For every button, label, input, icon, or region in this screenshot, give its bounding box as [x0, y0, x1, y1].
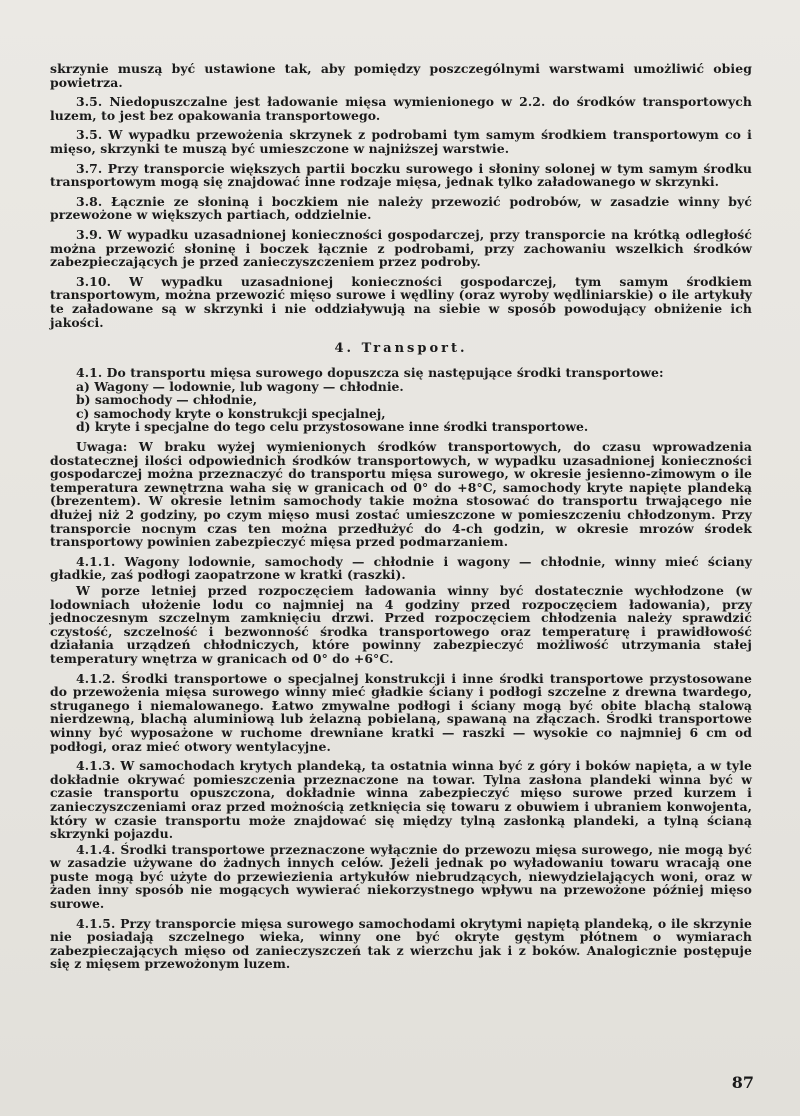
- section-heading: 4. Transport.: [334, 341, 468, 357]
- list-item: d) kryte i specjalne do tego celu przystosowane inne środki transportowe.: [76, 419, 589, 435]
- list-item: b) samochody — chłodnie,: [76, 392, 258, 408]
- paragraph-4-1-2: 4.1.2. Środki transportowe o specjalnej konstrukcji i inne środki transportowe przystosowane do przewożenia mięsa surowego winny mieć gładkie ściany i podłogi szczelne z drewna twardego, struganego i niemalowanego. Łatwo zmywalne podłogi i ściany mogą być obite blachą stalową nierdzewną, blachą aluminiową lub żelazną pobielaną, spawaną na złączach. Środki transportowe winny być wyposażone w ruchome drewniane kratki — raszki — wysokie co najmniej 6 cm od podłogi, oraz mieć otwory wentylacyjne.: [50, 670, 752, 754]
- page-content: [50, 62, 752, 971]
- paragraph-4-1-1-cont: W porze letniej przed rozpoczęciem ładowania winny być dostatecznie wychłodzone (w lodowniach ułożenie lodu co najmniej na 4 godziny przed rozpoczęciem ładowania), przy jednoczesnym szczelnym zamknięciu drzwi. Przed rozpoczęciem chłodzenia należy sprawdzić czystość, szczelność i bezwonność środka transportowego oraz temperaturę i prawidłowość działania urządzeń chłodniczych, które powinny zabezpieczyć możliwość utrzymania stałej temperatury wnętrza w granicach od 0° do +6°C.: [50, 583, 752, 666]
- list-item: c) samochody kryte o konstrukcji specjalnej,: [76, 405, 386, 421]
- note-text: W braku wyżej wymienionych środków transportowych, do czasu wprowadzenia dostatecznej ilości odpowiednich środków transportowych, w wypadku uzasadnionej konieczności gospodarczej można przeznaczyć do transportu mięsa surowego, w okresie jesienno-zimowym o ile temperatura zewnętrzna waha się w granicach od 0° do +8°C, samochody kryte napięte plandeką (brezentem). W okresie letnim samochody takie można stosować do transportu trwającego nie dłużej niż 2 godziny, po czym mięso musi zostać umieszczone w pomieszczeniu chłodzonym. Przy transporcie nocnym czas ten można przedłużyć do 4-ch godzin, w okresie mrozów środek transportowy powinien zabezpieczyć mięsa przed podmarzaniem.: [50, 439, 752, 550]
- paragraph-3-8: 3.8. Łącznie ze słoniną i boczkiem nie należy przewozić podrobów, w zasadzie winny być przewożone w większych partiach, oddzielnie.: [50, 193, 752, 223]
- paragraph-continuation: skrzynie muszą być ustawione tak, aby pomiędzy poszczególnymi warstwami umożliwić obieg powietrza.: [50, 61, 752, 90]
- note-label: Uwaga:: [76, 439, 128, 455]
- paragraph-4-1: 4.1. Do transportu mięsa surowego dopuszcza się następujące środki transportowe:: [76, 365, 664, 381]
- paragraph-3-10: 3.10. W wypadku uzasadnionej konieczności gospodarczej, tym samym środkiem transportowym, można przewozić mięso surowe i wędliny (oraz wyroby wędliniarskie) o ile artykuły te załadowane są w skrzynki i nie oddziaływują na siebie w sposób powodujący obniżenie ich jakości.: [50, 273, 752, 330]
- list-item: a) Wagony — lodownie, lub wagony — chłodnie.: [76, 378, 404, 394]
- paragraph-3-5-a: 3.5. Niedopuszczalne jest ładowanie mięsa wymienionego w 2.2. do środków transportowych luzem, to jest bez opakowania transportowego.: [50, 94, 752, 123]
- page-number: 87: [731, 1073, 754, 1092]
- paragraph-3-9: 3.9. W wypadku uzasadnionej konieczności gospodarczej, przy transporcie na krótką odległość można przewozić słoninę i boczek łącznie z podrobami, przy zachowaniu wszelkich środków zabezpieczających je przed zanieczyszczeniem przez podroby.: [50, 226, 752, 270]
- paragraph-4-1-4: 4.1.4. Środki transportowe przeznaczone wyłącznie do przewozu mięsa surowego, nie mogą być w zasadzie używane do żadnych innych celów. Jeżeli jednak po wyładowaniu towaru wracają one puste mogą być użyte do przewiezienia artykułów niebrudzących, niewydzielających woni, oraz w żaden inny sposób nie mogących wywierać niekorzystnego wpływu na przewożone później mięso surowe.: [50, 841, 752, 912]
- paragraph-4-1-1: 4.1.1. Wagony lodownie, samochody — chłodnie i wagony — chłodnie, winny mieć ściany gładkie, zaś podłogi zaopatrzone w kratki (raszki).: [50, 553, 752, 583]
- note-paragraph: [50, 440, 752, 549]
- transport-means-list: [50, 380, 752, 434]
- paragraph-4-1-3: 4.1.3. W samochodach krytych plandeką, ta ostatnia winna być z góry i boków napięta, a w tyle dokładnie okrywać pomieszczenia przeznaczone na towar. Tylna zasłona plandeki winna być w czasie transportu opuszczona, dokładnie winna zabezpieczyć mięso surowe przed kurzem i zanieczyszczeniami oraz przed możnością zetknięcia się towaru z obuwiem i ubraniem konwojenta, który w czasie transportu może znajdować się między tylną zasłonką plandeki, a tylną ścianą skrzynki pojazdu.: [50, 758, 752, 842]
- paragraph-3-7: 3.7. Przy transporcie większych partii boczku surowego i słoniny solonej w tym samym środku transportowym mogą się znajdować inne rodzaje mięsa, jednak tylko załadowanego w skrzynki.: [50, 160, 752, 190]
- paragraph-3-5-b: 3.5. W wypadku przewożenia skrzynek z podrobami tym samym środkiem transportowym co i mięso, skrzynki te muszą być umieszczone w najniższej warstwie.: [50, 127, 752, 156]
- paragraph-4-1-5: 4.1.5. Przy transporcie mięsa surowego samochodami okrytymi napiętą plandeką, o ile skrzynie nie posiadają szczelnego wieka, winny one być okryte gęstym płótnem o wymiarach zabezpieczających mięso od zanieczyszczeń tak z wierzchu jak i z boków. Analogicznie postępuje się z mięsem przewożonym luzem.: [50, 915, 752, 972]
